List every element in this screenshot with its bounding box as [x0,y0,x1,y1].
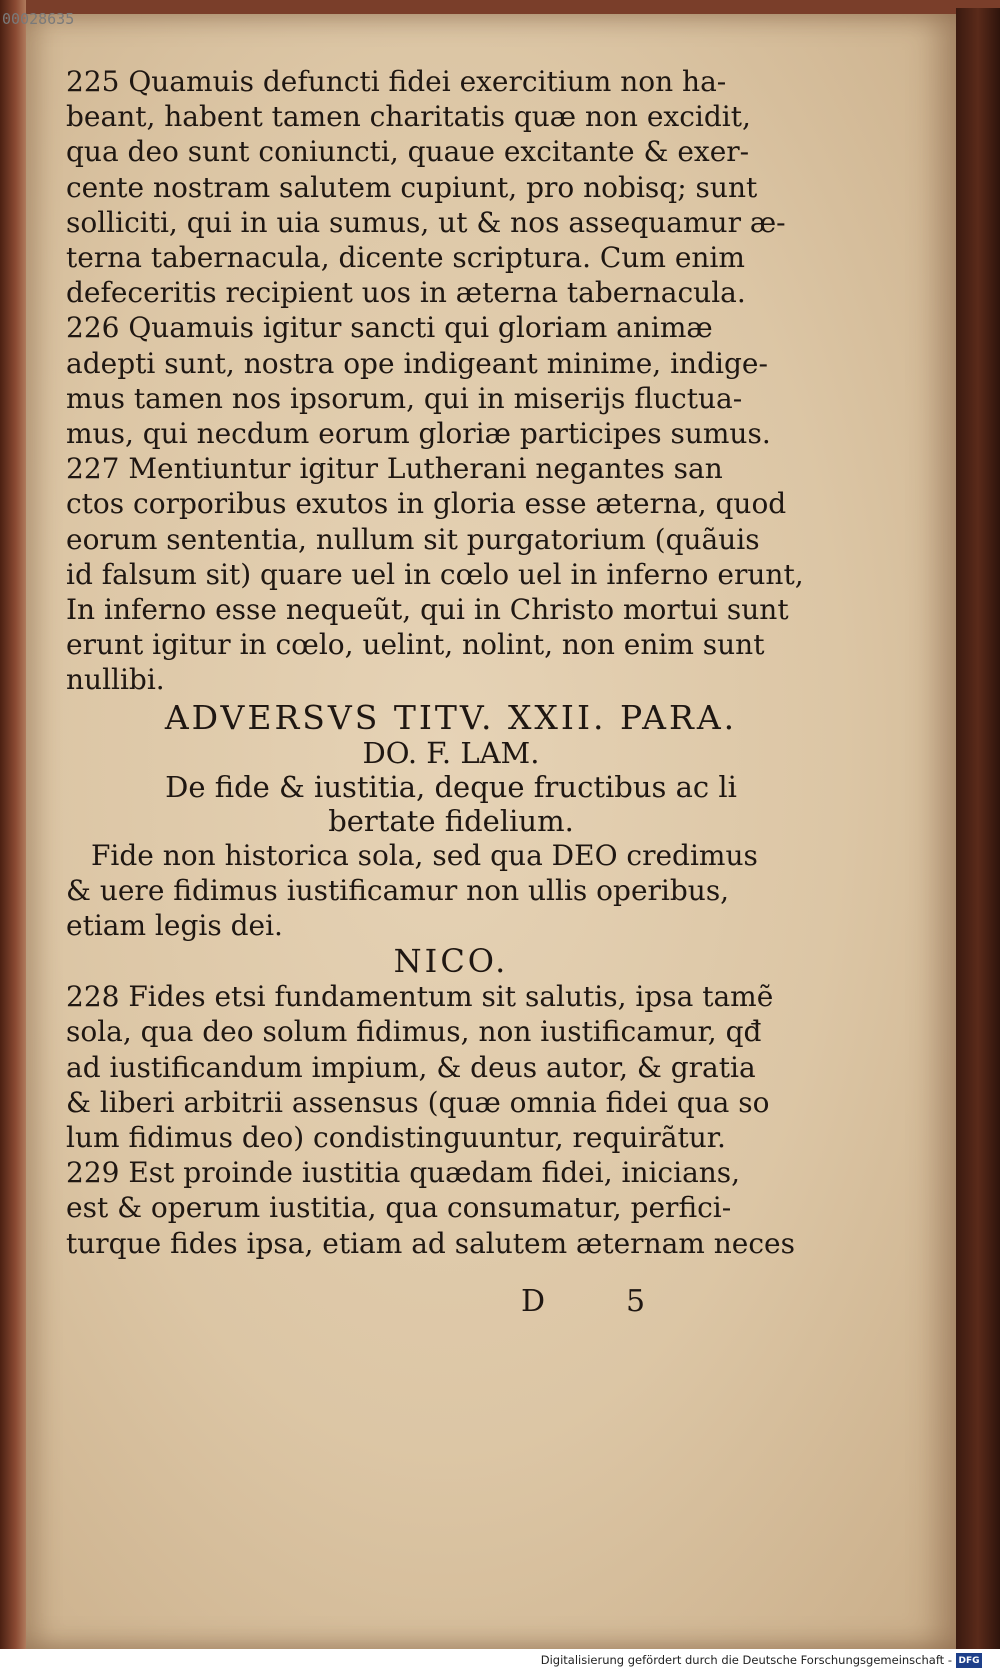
text-line: nullibi. [66,663,165,697]
page-text [66,64,836,1261]
section-subtitle: De fide & iustitia, deque fructibus ac li [165,769,737,804]
footer-credit: Digitalisierung gefördert durch die Deutsche Forschungsgemeinschaft - [540,1653,952,1667]
text-line: In inferno esse nequeũt, qui in Christo mortui sunt [66,593,789,627]
text-line: 227 Mentiuntur igitur Lutherani negantes san [66,452,723,486]
book-page [26,14,956,1649]
text-line: eorum sententia, nullum sit purgatorium (quãuis [66,522,760,556]
text-line: ctos corporibus exutos in gloria esse æterna, quod [66,487,787,521]
signature-number: 5 [626,1284,646,1319]
text-line: 229 Est proinde iustitia quædam fidei, inicians, [66,1156,741,1190]
text-line: 226 Quamuis igitur sancti qui gloriam animæ [66,311,713,345]
text-line: qua deo sunt coniuncti, quaue excitante & exer- [66,135,750,169]
text-line: erunt igitur in cœlo, uelint, nolint, non enim sunt [66,628,765,662]
text-line: mus tamen nos ipsorum, qui in miserijs fluctua- [66,381,743,415]
signature-mark: D [521,1284,546,1319]
text-line: mus, qui necdum eorum gloriæ participes sumus. [66,417,771,451]
text-line: beant, habent tamen charitatis quæ non excidit, [66,100,751,134]
text-line: Fide non historica sola, sed qua DEO credimus [91,838,758,872]
text-line: 225 Quamuis defuncti fidei exercitium non ha- [66,65,727,98]
text-line: cente nostram salutem cupiunt, pro nobisq; sunt [66,170,758,204]
text-line: id falsum sit) quare uel in cœlo uel in inferno erunt, [66,557,804,591]
text-line: est & operum iustitia, qua consumatur, perfici- [66,1191,732,1225]
text-line: & uere fidimus iustificamur non ullis operibus, [66,873,730,907]
scan-id: 00028635 [2,10,75,28]
footer-bar [0,1649,1000,1673]
section-heading-line-2: DO. F. LAM. [362,735,540,770]
text-line: sola, qua deo solum fidimus, non iustificamur, qđ [66,1015,762,1049]
dfg-logo: DFG [956,1653,982,1668]
text-line: 228 Fides etsi fundamentum sit salutis, ipsa tamẽ [66,980,774,1014]
book-spine [0,0,26,1673]
section-subtitle-line-2: bertate fidelium. [328,803,574,838]
text-line: defeceritis recipient uos in æterna tabernacula. [66,276,746,310]
text-line: lum fidimus deo) condistinguuntur, requirãtur. [66,1121,726,1155]
text-line: ad iustificandum impium, & deus autor, & gratia [66,1050,756,1084]
text-line: terna tabernacula, dicente scriptura. Cum enim [66,241,745,275]
text-line: & liberi arbitrii assensus (quæ omnia fidei qua so [66,1085,770,1119]
text-line: solliciti, qui in uia sumus, ut & nos assequamur æ- [66,205,786,239]
book-edge [956,8,1000,1653]
text-line: turque fides ipsa, etiam ad salutem æternam neces [66,1226,795,1260]
section-heading: ADVERSVS TITV. XXII. PARA. [164,697,738,737]
text-line: etiam legis dei. [66,909,283,943]
text-line: adepti sunt, nostra ope indigeant minime, indige- [66,346,768,380]
speaker-heading: NICO. [393,942,509,981]
